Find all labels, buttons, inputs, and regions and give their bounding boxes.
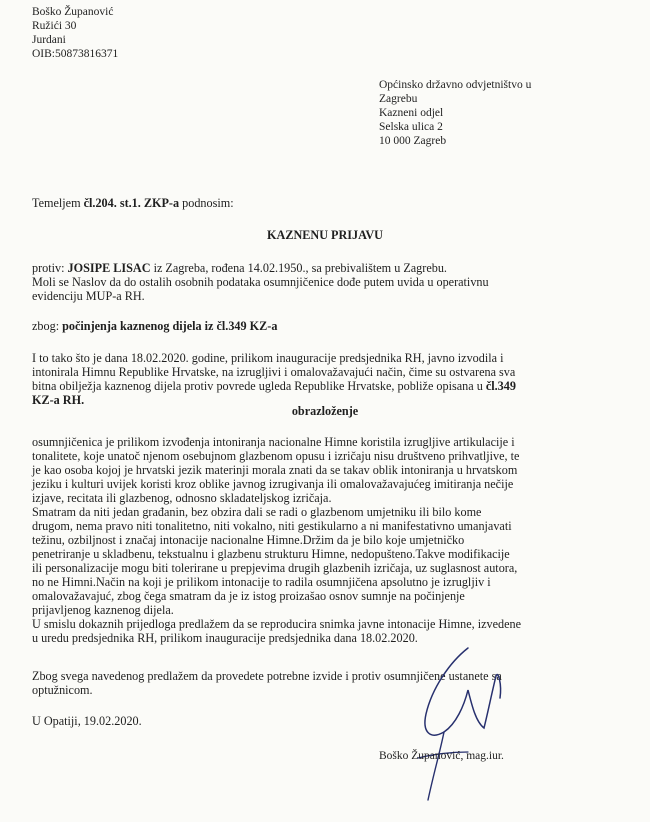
facts-line-4: KZ-a RH. <box>32 393 85 407</box>
sender-place: Jurdani <box>32 34 66 46</box>
explanation-line: drugom, nema pravo niti tonalitetno, niti vokalno, niti gestikularno a ni manifestativno umanjavati <box>32 519 512 533</box>
explanation-line: penetriranje u skladbenu, tekstualnu i glazbenu strukturu Himne, nedopušteno.Takve modifikacije <box>32 547 510 561</box>
sender-block <box>32 5 118 61</box>
reason-text: počinjenja kaznenog dijela iz čl.349 KZ-a <box>62 319 278 333</box>
accused-name: JOSIPE LISAC <box>67 261 151 275</box>
sender-name: Boško Županović <box>32 6 114 18</box>
recipient-line-4: Selska ulica 2 <box>379 121 443 133</box>
explanation-line: Smatram da niti jedan građanin, bez obzira dali se radi o glazbenom umjetniku ili bilo kome <box>32 505 482 519</box>
reason-label: zbog: <box>32 319 63 333</box>
explanation-line: izjave, recitata ili glazbenog, odnosno skladateljskog izričaja. <box>32 491 332 505</box>
closing-line-1: Zbog svega navedenog predlažem da provedete potrebne izvide i protiv osumnjičene ustanete sa <box>32 669 502 683</box>
place-date: U Opatiji, 19.02.2020. <box>32 714 142 728</box>
recipient-line-2: Zagrebu <box>379 93 418 105</box>
explanation-line: osumnjičenica je prilikom izvođenja intoniranja nacionalne Himne koristila izrugljive artikulacije i <box>32 435 515 449</box>
sender-oib: OIB:50873816371 <box>32 48 119 60</box>
handwritten-signature <box>398 640 538 820</box>
explanation-line: U smislu dokaznih prijedloga predlažem da se reproducira snimka javne intonacije Himne, izvedene <box>32 617 522 631</box>
sender-street: Ružići 30 <box>32 20 77 32</box>
recipient-line-5: 10 000 Zagreb <box>379 135 447 147</box>
facts-line-1: I to tako što je dana 18.02.2020. godine, prilikom inauguracije predsjednika RH, javno izvodila i <box>32 351 504 365</box>
document-title: KAZNENU PRIJAVU <box>267 228 383 242</box>
against-details: iz Zagreba, rođena 14.02.1950., sa prebivalištem u Zagrebu. <box>150 261 447 275</box>
reason-line <box>32 319 277 333</box>
against-line-2: Moli se Naslov da do ostalih osobnih podataka osumnjičenice dođe putem uvida u operativnu <box>32 275 489 289</box>
recipient-block <box>379 78 531 148</box>
explanation-line: no ne Himni.Način na koji je prilikom intonacije to radila osumnjičena apsolutno je izrugljiv i <box>32 575 491 589</box>
recipient-line-3: Kazneni odjel <box>379 107 444 119</box>
explanation-heading: obrazloženje <box>291 404 359 418</box>
explanation-line: prijavljenog kaznenog dijela. <box>32 603 174 617</box>
explanation-line: jeziku i kulturi uvijek koristi kroz oblike javnog izrugivanja ili omalovažavajućeg imitiranja nečije <box>32 477 514 491</box>
signature-name: Boško Županović, mag.iur. <box>379 750 504 762</box>
against-line <box>32 261 447 275</box>
facts-line-3-article: čl.349 <box>485 379 516 393</box>
explanation-line: je kao osoba kojoj je hrvatski jezik materinji morala znati da se takav oblik intoniranja u hrvatskom <box>32 463 518 477</box>
intro-prefix: Temeljem <box>32 196 84 210</box>
intro-line <box>32 196 234 210</box>
facts-line-2: intonirala Himnu Republike Hrvatske, na izrugljivi i omalovažavajući način, čime su ostvarena sva <box>32 365 516 379</box>
explanation-line: u uredu predsjednika RH, prilikom inauguracije predsjednika dana 18.02.2020. <box>32 631 418 645</box>
against-label: protiv: <box>32 261 68 275</box>
against-line-3: evidenciju MUP-a RH. <box>32 289 145 303</box>
intro-suffix: podnosim: <box>179 196 234 210</box>
explanation-line: ili personalizacije mogu biti tolerirane u prepjevima drugih glazbenih izričaja, uz suglasnost autora, <box>32 561 518 575</box>
explanation-line: tonalitete, koje unatoč njenom osebujnom glazbenom opusu i izričaju nisu društveno prihvatljive, te <box>32 449 520 463</box>
recipient-line-1: Općinsko državno odvjetništvo u <box>379 79 532 91</box>
intro-legal-reference: čl.204. st.1. ZKP-a <box>83 196 180 210</box>
explanation-line: omalovažavajuć, zbog čega smatram da je iz istog proizašao osnov sumnje na počinjenje <box>32 589 465 603</box>
closing-line-2: optužnicom. <box>32 683 93 697</box>
facts-line-3 <box>32 379 516 393</box>
explanation-line: težinu, ozbiljnost i značaj intonacije nacionalne Himne.Držim da je bilo koje umjetničko <box>32 533 465 547</box>
facts-line-3-text: bitna obilježja kaznenog dijela protiv povrede ugleda Republike Hrvatske, pobliže opisana u <box>32 379 486 393</box>
